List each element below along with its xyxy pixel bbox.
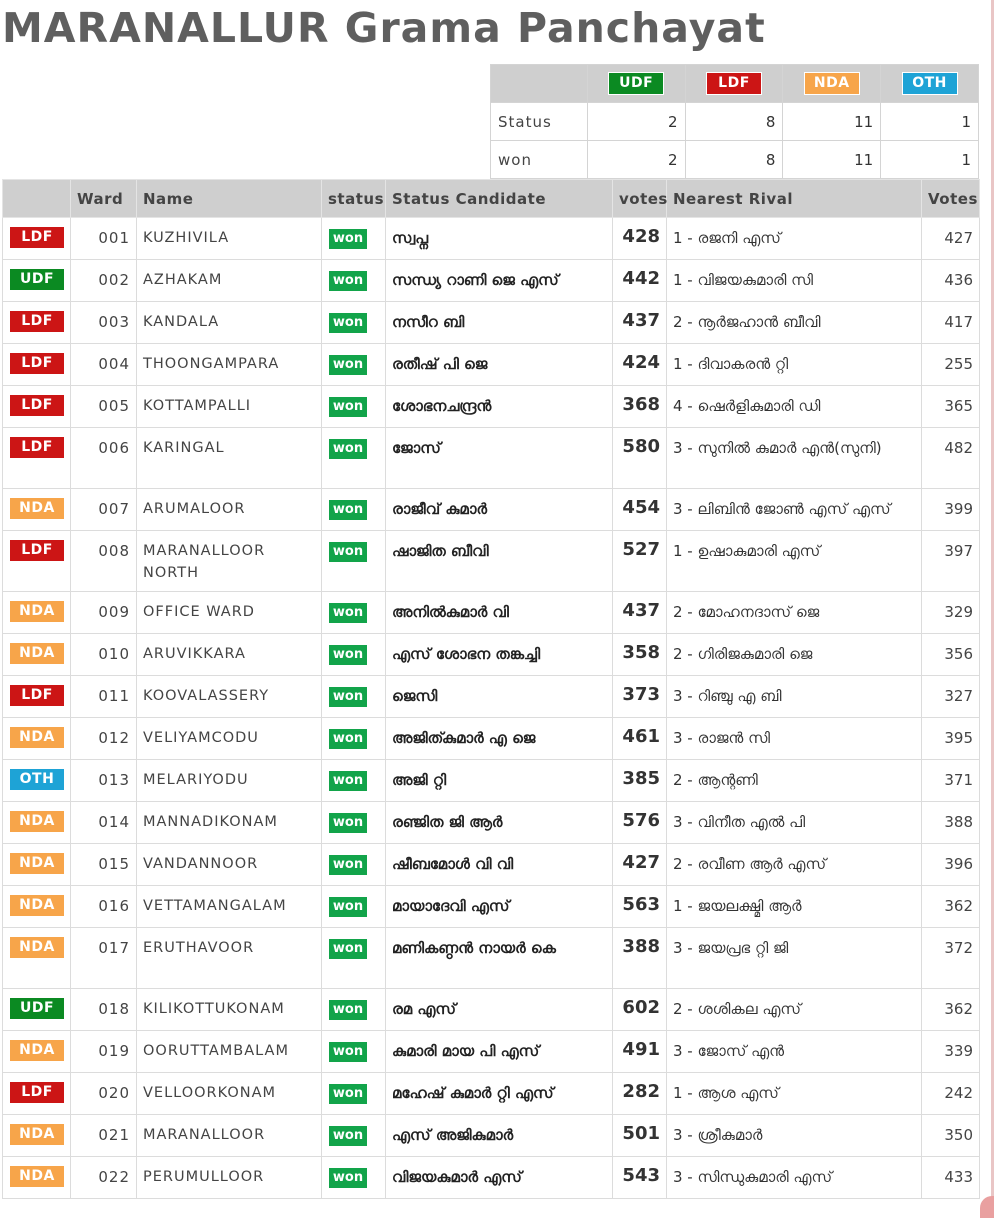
rival-votes: 433: [922, 1157, 980, 1199]
winner-votes: 461: [613, 718, 667, 760]
ward-name: OORUTTAMBALAM: [137, 1031, 322, 1073]
alliance-badge: NDA: [10, 1124, 64, 1145]
winner-votes: 385: [613, 760, 667, 802]
won-badge: won: [328, 812, 368, 834]
won-badge: won: [328, 1083, 368, 1105]
won-badge: won: [328, 312, 368, 334]
alliance-badge: NDA: [10, 727, 64, 748]
nearest-rival: 3 - ലിബിൻ ജോൺ എസ് എസ്: [667, 489, 922, 531]
nearest-rival: 2 - ഗിരിജകുമാരി ജെ: [667, 634, 922, 676]
alliance-badge: NDA: [10, 643, 64, 664]
won-badge: won: [328, 644, 368, 666]
ward-name: OFFICE WARD: [137, 592, 322, 634]
alliance-badge: NDA: [10, 937, 64, 958]
ward-name: VELIYAMCODU: [137, 718, 322, 760]
ward-number: 016: [71, 886, 137, 928]
table-row: [3, 428, 980, 489]
ward-number: 007: [71, 489, 137, 531]
ward-number: 012: [71, 718, 137, 760]
won-badge: won: [328, 1041, 368, 1063]
winning-candidate: സ്വപ്ന: [386, 218, 613, 260]
rival-votes: 417: [922, 302, 980, 344]
summary-corner-cell: [491, 65, 588, 103]
rival-votes: 339: [922, 1031, 980, 1073]
ward-number: 017: [71, 928, 137, 989]
ward-number: 002: [71, 260, 137, 302]
summary-row-won: [491, 141, 979, 179]
ward-number: 001: [71, 218, 137, 260]
winning-candidate: രതീഷ് പി ജെ: [386, 344, 613, 386]
ward-number: 004: [71, 344, 137, 386]
table-row: [3, 634, 980, 676]
winner-votes: 491: [613, 1031, 667, 1073]
winner-votes: 442: [613, 260, 667, 302]
party-badge-oth: OTH: [902, 72, 958, 95]
ward-name: KARINGAL: [137, 428, 322, 489]
winner-votes: 388: [613, 928, 667, 989]
alliance-badge: NDA: [10, 811, 64, 832]
alliance-badge: LDF: [10, 353, 64, 374]
col-header-votes: votes: [613, 180, 667, 218]
ward-number: 018: [71, 989, 137, 1031]
ward-name: KILIKOTTUKONAM: [137, 989, 322, 1031]
won-badge: won: [328, 854, 368, 876]
ward-number: 006: [71, 428, 137, 489]
summary-count-udf: 2: [587, 103, 685, 141]
rival-votes: 327: [922, 676, 980, 718]
party-badge-udf: UDF: [608, 72, 664, 95]
col-header-alliance: [3, 180, 71, 218]
won-badge: won: [328, 770, 368, 792]
ward-number: 022: [71, 1157, 137, 1199]
table-row: [3, 531, 980, 592]
nearest-rival: 3 - വിനീത എൽ പി: [667, 802, 922, 844]
table-row: [3, 886, 980, 928]
table-row: [3, 676, 980, 718]
summary-table: [490, 64, 979, 179]
rival-votes: 395: [922, 718, 980, 760]
rival-votes: 372: [922, 928, 980, 989]
winning-candidate: രമ എസ്: [386, 989, 613, 1031]
won-badge: won: [328, 938, 368, 960]
rival-votes: 371: [922, 760, 980, 802]
rival-votes: 329: [922, 592, 980, 634]
table-row: [3, 1073, 980, 1115]
won-badge: won: [328, 354, 368, 376]
winner-votes: 427: [613, 844, 667, 886]
winning-candidate: ഷീബമോൾ വി വി: [386, 844, 613, 886]
ward-number: 021: [71, 1115, 137, 1157]
rival-votes: 362: [922, 989, 980, 1031]
alliance-badge: LDF: [10, 395, 64, 416]
summary-row-label: Status: [491, 103, 588, 141]
table-row: [3, 1157, 980, 1199]
winning-candidate: മണികണ്ഠൻ നായർ കെ: [386, 928, 613, 989]
ward-name: VELLOORKONAM: [137, 1073, 322, 1115]
winner-votes: 527: [613, 531, 667, 592]
table-row: [3, 1031, 980, 1073]
rival-votes: 436: [922, 260, 980, 302]
col-header-candidate: Status Candidate: [386, 180, 613, 218]
alliance-badge: NDA: [10, 601, 64, 622]
won-badge: won: [328, 1125, 368, 1147]
winning-candidate: ജെസി: [386, 676, 613, 718]
winner-votes: 373: [613, 676, 667, 718]
col-header-status: status: [322, 180, 386, 218]
rival-votes: 388: [922, 802, 980, 844]
winner-votes: 543: [613, 1157, 667, 1199]
winning-candidate: നസീറ ബി: [386, 302, 613, 344]
summary-count-oth: 1: [881, 141, 979, 179]
ward-number: 009: [71, 592, 137, 634]
table-row: [3, 260, 980, 302]
winner-votes: 501: [613, 1115, 667, 1157]
summary-row-label: won: [491, 141, 588, 179]
party-badge-ldf: LDF: [706, 72, 762, 95]
ward-name: KUZHIVILA: [137, 218, 322, 260]
nearest-rival: 4 - ഷെർളികുമാരി ഡി: [667, 386, 922, 428]
won-badge: won: [328, 270, 368, 292]
ward-number: 013: [71, 760, 137, 802]
ward-number: 020: [71, 1073, 137, 1115]
winner-votes: 437: [613, 302, 667, 344]
nearest-rival: 3 - രാജൻ സി: [667, 718, 922, 760]
nearest-rival: 1 - ജയലക്ഷ്മി ആർ: [667, 886, 922, 928]
summary-count-ldf: 8: [685, 141, 783, 179]
nearest-rival: 2 - രവീണ ആർ എസ്: [667, 844, 922, 886]
rival-votes: 399: [922, 489, 980, 531]
won-badge: won: [328, 438, 368, 460]
winning-candidate: അജി റ്റി: [386, 760, 613, 802]
alliance-badge: NDA: [10, 498, 64, 519]
winning-candidate: എസ് ശോഭന തങ്കച്ചി: [386, 634, 613, 676]
winning-candidate: സന്ധ്യ റാണി ജെ എസ്: [386, 260, 613, 302]
col-header-rival: Nearest Rival: [667, 180, 922, 218]
winning-candidate: അജിത്കുമാർ എ ജെ: [386, 718, 613, 760]
won-badge: won: [328, 228, 368, 250]
won-badge: won: [328, 896, 368, 918]
ward-name: KOOVALASSERY: [137, 676, 322, 718]
nearest-rival: 2 - ആന്റണി: [667, 760, 922, 802]
table-row: [3, 844, 980, 886]
ward-number: 011: [71, 676, 137, 718]
ward-name: ERUTHAVOOR: [137, 928, 322, 989]
ward-name: ARUMALOOR: [137, 489, 322, 531]
col-header-name: Name: [137, 180, 322, 218]
ward-name: ARUVIKKARA: [137, 634, 322, 676]
winner-votes: 358: [613, 634, 667, 676]
alliance-badge: LDF: [10, 311, 64, 332]
winner-votes: 424: [613, 344, 667, 386]
winning-candidate: എസ് അജികുമാർ: [386, 1115, 613, 1157]
summary-header-row: [491, 65, 979, 103]
winning-candidate: രഞ്ജിത ജി ആർ: [386, 802, 613, 844]
ward-name: VANDANNOOR: [137, 844, 322, 886]
table-row: [3, 344, 980, 386]
summary-count-nda: 11: [783, 141, 881, 179]
results-header-row: [3, 180, 980, 218]
ward-name: MANNADIKONAM: [137, 802, 322, 844]
winner-votes: 563: [613, 886, 667, 928]
rival-votes: 350: [922, 1115, 980, 1157]
summary-count-ldf: 8: [685, 103, 783, 141]
nearest-rival: 2 - ശശികല എസ്: [667, 989, 922, 1031]
winner-votes: 580: [613, 428, 667, 489]
winner-votes: 428: [613, 218, 667, 260]
summary-count-oth: 1: [881, 103, 979, 141]
won-badge: won: [328, 728, 368, 750]
alliance-badge: LDF: [10, 540, 64, 561]
winner-votes: 454: [613, 489, 667, 531]
rival-votes: 396: [922, 844, 980, 886]
nearest-rival: 3 - ശ്രീകുമാർ: [667, 1115, 922, 1157]
table-row: [3, 592, 980, 634]
corner-decoration: [980, 1196, 994, 1218]
nearest-rival: 1 - ആശ എസ്: [667, 1073, 922, 1115]
ward-name: KOTTAMPALLI: [137, 386, 322, 428]
page-title: MARANALLUR Grama Panchayat: [2, 4, 766, 52]
table-row: [3, 802, 980, 844]
nearest-rival: 1 - ദിവാകരൻ റ്റി: [667, 344, 922, 386]
summary-row-status: [491, 103, 979, 141]
alliance-badge: NDA: [10, 853, 64, 874]
nearest-rival: 3 - ജയപ്രഭ റ്റി ജി: [667, 928, 922, 989]
alliance-badge: UDF: [10, 269, 64, 290]
winning-candidate: മഹേഷ് കുമാർ റ്റി എസ്: [386, 1073, 613, 1115]
nearest-rival: 3 - സുനിൽ കുമാർ എൻ(സുനി): [667, 428, 922, 489]
ward-number: 015: [71, 844, 137, 886]
ward-name: MARANALLOOR NORTH: [137, 531, 322, 592]
ward-name: PERUMULLOOR: [137, 1157, 322, 1199]
winner-votes: 602: [613, 989, 667, 1031]
summary-count-udf: 2: [587, 141, 685, 179]
ward-name: MELARIYODU: [137, 760, 322, 802]
ward-number: 019: [71, 1031, 137, 1073]
winning-candidate: അനിൽകുമാർ വി: [386, 592, 613, 634]
winner-votes: 282: [613, 1073, 667, 1115]
alliance-badge: LDF: [10, 227, 64, 248]
alliance-badge: UDF: [10, 998, 64, 1019]
ward-name: VETTAMANGALAM: [137, 886, 322, 928]
table-row: [3, 386, 980, 428]
winning-candidate: ജോസ്: [386, 428, 613, 489]
winning-candidate: ശോഭനചന്ദ്രൻ: [386, 386, 613, 428]
won-badge: won: [328, 999, 368, 1021]
rival-votes: 362: [922, 886, 980, 928]
table-row: [3, 718, 980, 760]
table-row: [3, 760, 980, 802]
won-badge: won: [328, 541, 368, 563]
nearest-rival: 2 - മോഹനദാസ് ജെ: [667, 592, 922, 634]
won-badge: won: [328, 686, 368, 708]
ward-number: 003: [71, 302, 137, 344]
ward-number: 005: [71, 386, 137, 428]
alliance-badge: NDA: [10, 1040, 64, 1061]
alliance-badge: LDF: [10, 1082, 64, 1103]
nearest-rival: 3 - ജോസ് എൻ: [667, 1031, 922, 1073]
nearest-rival: 1 - ഉഷാകുമാരി എസ്: [667, 531, 922, 592]
winning-candidate: ഷാജിത ബീവി: [386, 531, 613, 592]
table-row: [3, 989, 980, 1031]
nearest-rival: 1 - വിജയകുമാരി സി: [667, 260, 922, 302]
rival-votes: 482: [922, 428, 980, 489]
alliance-badge: LDF: [10, 437, 64, 458]
nearest-rival: 2 - നൂർജഹാൻ ബീവി: [667, 302, 922, 344]
ward-number: 010: [71, 634, 137, 676]
winning-candidate: മായാദേവി എസ്: [386, 886, 613, 928]
table-row: [3, 489, 980, 531]
summary-count-nda: 11: [783, 103, 881, 141]
rival-votes: 242: [922, 1073, 980, 1115]
ward-name: KANDALA: [137, 302, 322, 344]
table-row: [3, 1115, 980, 1157]
table-row: [3, 928, 980, 989]
winner-votes: 437: [613, 592, 667, 634]
alliance-badge: OTH: [10, 769, 64, 790]
alliance-badge: NDA: [10, 895, 64, 916]
rival-votes: 365: [922, 386, 980, 428]
rival-votes: 397: [922, 531, 980, 592]
table-row: [3, 302, 980, 344]
ward-number: 014: [71, 802, 137, 844]
nearest-rival: 1 - രജനി എസ്: [667, 218, 922, 260]
winner-votes: 368: [613, 386, 667, 428]
winning-candidate: രാജീവ് കുമാർ: [386, 489, 613, 531]
rival-votes: 255: [922, 344, 980, 386]
won-badge: won: [328, 602, 368, 624]
ward-name: MARANALLOOR: [137, 1115, 322, 1157]
winner-votes: 576: [613, 802, 667, 844]
won-badge: won: [328, 1167, 368, 1189]
col-header-rival-votes: Votes: [922, 180, 980, 218]
winning-candidate: വിജയകുമാർ എസ്: [386, 1157, 613, 1199]
won-badge: won: [328, 396, 368, 418]
ward-name: THOONGAMPARA: [137, 344, 322, 386]
alliance-badge: LDF: [10, 685, 64, 706]
rival-votes: 356: [922, 634, 980, 676]
ward-number: 008: [71, 531, 137, 592]
won-badge: won: [328, 499, 368, 521]
rival-votes: 427: [922, 218, 980, 260]
nearest-rival: 3 - സിന്ധുകുമാരി എസ്: [667, 1157, 922, 1199]
nearest-rival: 3 - റിഞ്ചു എ ബി: [667, 676, 922, 718]
results-table: [2, 179, 980, 1199]
winning-candidate: കുമാരി മായ പി എസ്: [386, 1031, 613, 1073]
party-badge-nda: NDA: [804, 72, 860, 95]
ward-name: AZHAKAM: [137, 260, 322, 302]
alliance-badge: NDA: [10, 1166, 64, 1187]
table-row: [3, 218, 980, 260]
col-header-ward: Ward: [71, 180, 137, 218]
